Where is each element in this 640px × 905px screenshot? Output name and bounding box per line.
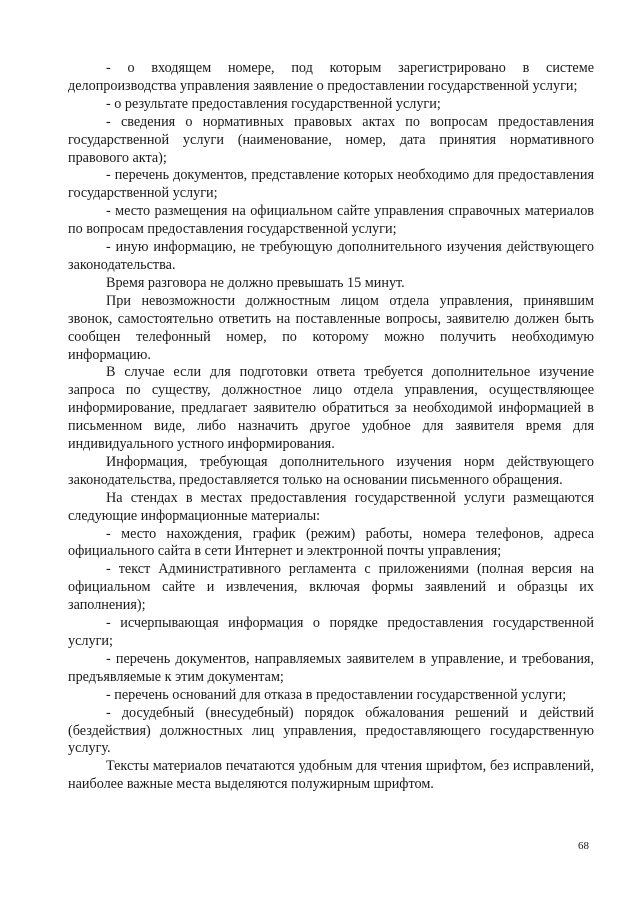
paragraph-regulation-text: - текст Административного регламента с приложениями (полная версия на официальном сайте и извлечения, включая формы заявлений и образцы их заполнения); (68, 561, 594, 614)
paragraph-other-info: - иную информацию, не требующую дополнительного изучения действующего законодательства. (68, 239, 594, 273)
paragraph-normative-acts: - сведения о нормативных правовых актах по вопросам предоставления государственной услуги (наименование, номер, дата принятия нормативного правового акта); (68, 113, 594, 166)
paragraph-incoming-number: - о входящем номере, под которым зарегистрировано в системе делопроизводства управления заявление о предоставлении государственной услуги; (68, 60, 594, 94)
paragraph-documents-list: - перечень документов, представление которых необходимо для предоставления государственной услуги; (68, 167, 594, 202)
paragraph-appeal-procedure: - досудебный (внесудебный) порядок обжалования решений и действий (бездействия) должностных лиц управления, предоставляющего государственную услугу. (68, 704, 594, 757)
paragraph-call-duration: Время разговора не должно превышать 15 минут. (106, 274, 405, 291)
paragraph-procedure-info: - исчерпывающая информация о порядке предоставления государственной услуги; (68, 615, 594, 649)
paragraph-location-schedule: - место нахождения, график (режим) работы, номера телефонов, адреса официального сайта в сети Интернет и электронной почты управления; (68, 525, 594, 560)
paragraph-stands-intro: На стендах в местах предоставления государственной услуги размещаются следующие информационные материалы: (68, 489, 594, 524)
paragraph-service-result: - о результате предоставления государственной услуги; (106, 95, 441, 112)
paragraph-refusal-grounds: - перечень оснований для отказа в предоставлении государственной услуги; (106, 686, 567, 703)
paragraph-website-materials: - место размещения на официальном сайте управления справочных материалов по вопросам предоставления государственной услуги; (68, 203, 594, 238)
paragraph-applicant-documents: - перечень документов, направляемых заявителем в управление, и требования, предъявляемые к этим документам; (68, 650, 594, 685)
paragraph-print-requirements: Тексты материалов печатаются удобным для чтения шрифтом, без исправлений, наиболее важные места выделяются полужирным шрифтом. (68, 758, 594, 793)
body-text (68, 60, 594, 794)
paragraph-written-request: В случае если для подготовки ответа требуется дополнительное изучение запроса по существу, должностное лицо отдела управления, осуществляющее информирование, предлагает заявителю обратиться за необходимой информацией в письменном виде, либо назначить другое удобное для заявителя время для индивидуального устного информирования. (68, 364, 594, 453)
paragraph-legislation-info: Информация, требующая дополнительного изучения норм действующего законодательства, предоставляется только на основании письменного обращения. (68, 453, 594, 488)
page-number: 68 (578, 840, 589, 852)
paragraph-phone-redirect: При невозможности должностным лицом отдела управления, принявшим звонок, самостоятельно ответить на поставленные вопросы, заявителю должен быть сообщен телефонный номер, по которому можно получить необходимую информацию. (68, 292, 594, 363)
